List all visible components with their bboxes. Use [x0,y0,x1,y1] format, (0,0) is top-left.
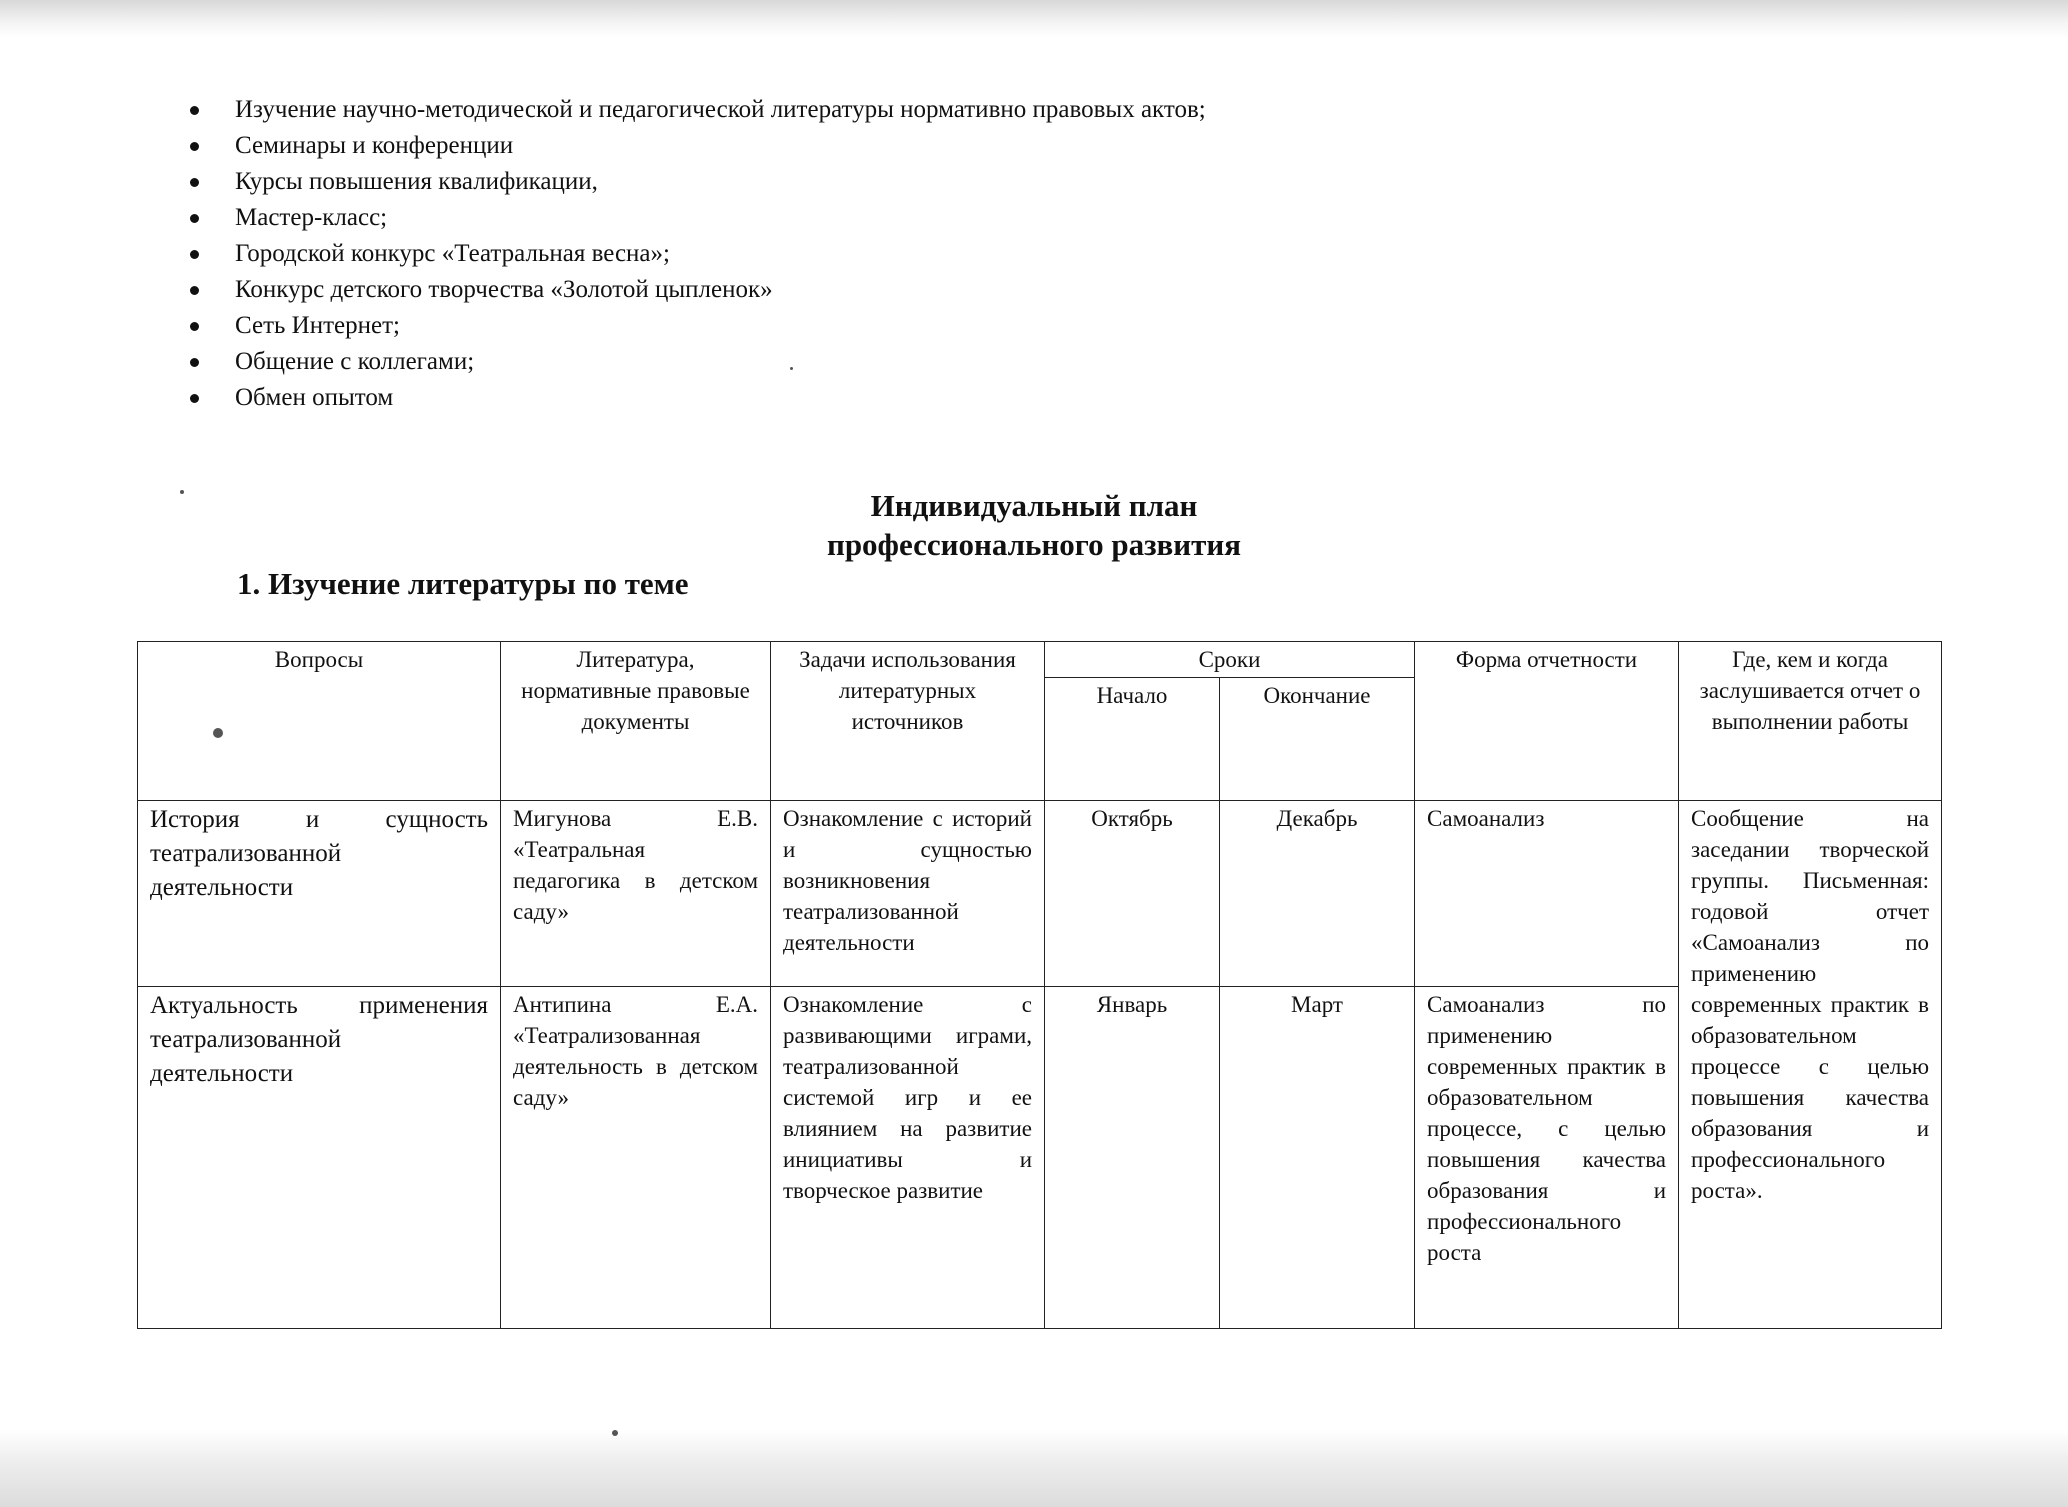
list-item: Сеть Интернет; [190,308,1206,344]
header-literature: Литература, нормативные правовые документы [501,642,771,801]
header-terms: Сроки [1045,642,1415,678]
list-item: Изучение научно-методической и педагогической литературы нормативно правовых актов; [190,92,1206,128]
scan-speck [612,1430,618,1436]
row-end: Март [1220,987,1415,1329]
scan-shadow-top [0,0,2068,38]
row-question: История и сущность театрализованной деятельности [138,801,501,987]
row-report-form: Самоанализ по применению современных практик в образовательном процессе, с целью повышения качества образования и профессионального роста [1415,987,1679,1329]
header-end: Окончание [1220,678,1415,801]
row-start: Октябрь [1045,801,1220,987]
scan-speck [213,728,223,738]
list-item: Семинары и конференции [190,128,1206,164]
table-row [138,801,1942,987]
list-item: Обмен опытом [190,380,1206,416]
header-tasks: Задачи использования литературных источников [771,642,1045,801]
list-item: Мастер-класс; [190,200,1206,236]
header-where-heard: Где, кем и когда заслушивается отчет о выполнении работы [1679,642,1942,801]
row-where-heard: Сообщение на заседании творческой группы. Письменная: годовой отчет «Самоанализ по применению современных практик в образовательном процессе с целью повышения качества образования и профессионального роста». [1679,801,1942,1329]
row-end: Декабрь [1220,801,1415,987]
list-item: Конкурс детского творчества «Золотой цыпленок» [190,272,1206,308]
row-question: Актуальность применения театрализованной деятельности [138,987,501,1329]
scan-speck [790,367,793,370]
row-literature: Мигунова Е.В. «Театральная педагогика в детском саду» [501,801,771,987]
table-row [138,987,1942,1329]
row-task: Ознакомление с историй и сущностью возникновения театрализованной деятельности [771,801,1045,987]
row-task: Ознакомление с развивающими играми, театрализованной системой игр и ее влиянием на развитие инициативы и творческое развитие [771,987,1045,1329]
scan-shadow-bottom [0,1430,2068,1507]
row-report-form: Самоанализ [1415,801,1679,987]
page-subtitle: профессионального развития [826,527,1242,562]
list-item: Городской конкурс «Театральная весна»; [190,236,1206,272]
section-heading: 1. Изучение литературы по теме [237,566,689,601]
list-item: Общение с коллегами; [190,344,1206,380]
header-report-form: Форма отчетности [1415,642,1679,801]
row-literature: Антипина Е.А. «Театрализованная деятельность в детском саду» [501,987,771,1329]
list-item: Курсы повышения квалификации, [190,164,1206,200]
row-start: Январь [1045,987,1220,1329]
development-plan-table [137,641,1942,1329]
header-start: Начало [1045,678,1220,801]
scan-speck [180,490,184,494]
activities-list [190,92,1206,416]
header-questions: Вопросы [138,642,501,801]
page-title: Индивидуальный план [870,488,1198,523]
